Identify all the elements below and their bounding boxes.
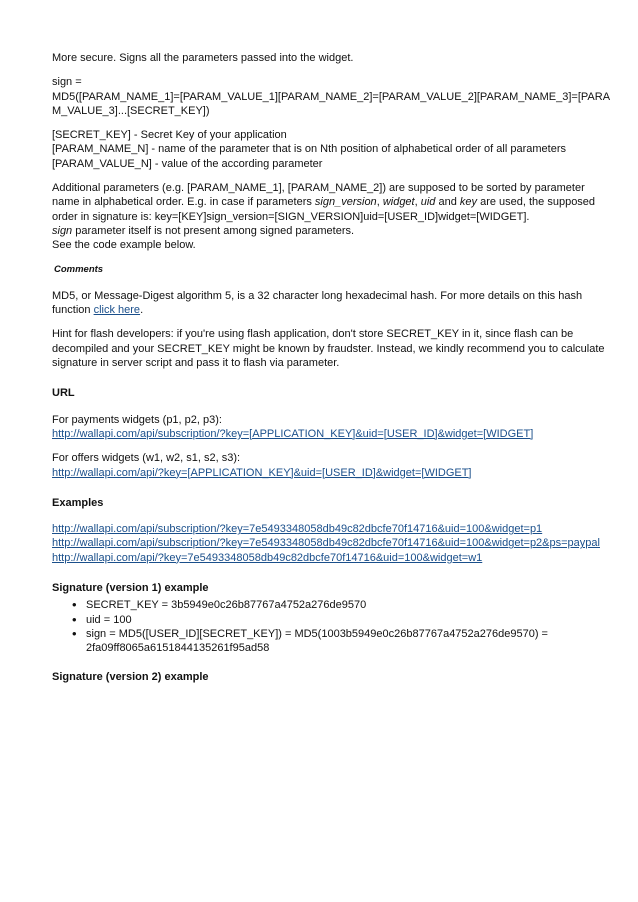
additional-text-part2: are used, the supposed order in signature is: key=[KEY]sign_version=[SIGN_VERSION]uid=[USER_ID]widget=[WIDGET]. (52, 196, 596, 223)
offers-url-block (52, 451, 612, 480)
signature-v2-heading: Signature (version 2) example (52, 670, 209, 683)
definitions-block (52, 128, 612, 171)
separator: , (414, 196, 421, 209)
payments-url-block (52, 413, 612, 442)
list-item-text: sign = MD5([USER_ID][SECRET_KEY]) = MD5(1003b5949e0c26b87767a4752a276de9570) = 2fa09ff8065a6151844135261f95ad58 (86, 627, 548, 655)
list-item (52, 613, 612, 627)
separator: and (435, 196, 460, 209)
offers-url-link[interactable]: http://wallapi.com/api/?key=[APPLICATION_KEY]&uid=[USER_ID]&widget=[WIDGET] (52, 466, 472, 479)
signature-v1-heading: Signature (version 1) example (52, 582, 209, 595)
bullet-icon: • (72, 625, 77, 641)
separator: , (376, 196, 383, 209)
bullet-icon: • (72, 611, 77, 627)
list-item (52, 627, 612, 656)
sign-excluded-text: parameter itself is not present among signed parameters. (72, 224, 355, 237)
md5-end: . (140, 304, 144, 317)
comments-heading: Comments (54, 263, 104, 275)
md5-text: MD5, or Message-Digest algorithm 5, is a 32 character long hexadecimal hash. For more details on this hash function (52, 289, 583, 317)
example-link-p2-paypal[interactable]: http://wallapi.com/api/subscription/?key=7e5493348058db49c82dbcfe70f14716&uid=100&widget=p2&ps=paypal (52, 537, 600, 550)
sign-label: sign = (52, 76, 82, 89)
document-page (52, 51, 612, 694)
sign-formula-block (52, 75, 612, 118)
param-uid: uid (420, 196, 436, 209)
flash-hint-paragraph: Hint for flash developers: if you're using flash application, don't store SECRET_KEY in it, since flash can be decompiled and your SECRET_KEY might be known by fraudster. Instead, we kindly recommend you to calculate signature in server script and pass it to flash via parameter. (52, 328, 605, 370)
sign-formula: MD5([PARAM_NAME_1]=[PARAM_VALUE_1][PARAM_NAME_2]=[PARAM_VALUE_2][PARAM_NAME_3]=[PARAM_VALUE_3]...[SECRET_KEY]) (52, 90, 611, 117)
definition-secret-key: [SECRET_KEY] - Secret Key of your application (52, 129, 287, 142)
signature-v1-list (52, 598, 612, 655)
example-link-p1[interactable]: http://wallapi.com/api/subscription/?key=7e5493348058db49c82dbcfe70f14716&uid=100&widget=p1 (52, 523, 543, 536)
bullet-icon: • (72, 597, 77, 613)
list-item-text: uid = 100 (86, 613, 132, 626)
sign-excluded-note (52, 224, 612, 238)
md5-paragraph (52, 289, 612, 318)
additional-params-text (52, 181, 612, 224)
offers-widgets-label: For offers widgets (w1, w2, s1, s2, s3): (52, 452, 241, 465)
examples-links-block (52, 522, 612, 565)
payments-url-link[interactable]: http://wallapi.com/api/subscription/?key=[APPLICATION_KEY]&uid=[USER_ID]&widget=[WIDGET] (52, 427, 534, 440)
examples-heading: Examples (52, 496, 104, 509)
url-heading: URL (52, 387, 75, 400)
additional-params-block (52, 181, 612, 252)
click-here-link[interactable]: click here (93, 304, 141, 317)
intro-text: More secure. Signs all the parameters passed into the widget. (52, 52, 354, 64)
definition-param-name: [PARAM_NAME_N] - name of the parameter that is on Nth position of alphabetical order of all parameters (52, 143, 566, 156)
definition-param-value: [PARAM_VALUE_N] - value of the according parameter (52, 157, 323, 170)
example-link-w1[interactable]: http://wallapi.com/api/?key=7e5493348058db49c82dbcfe70f14716&uid=100&widget=w1 (52, 551, 483, 564)
additional-text-part1: Additional parameters (e.g. [PARAM_NAME_1], [PARAM_NAME_2]) are supposed to be sorted by parameter name in alphabetical order. E.g. in case if parameters (52, 182, 585, 209)
list-item-text: SECRET_KEY = 3b5949e0c26b87767a4752a276de9570 (86, 599, 367, 612)
param-sign-version: sign_version (314, 196, 377, 209)
param-key: key (459, 196, 478, 209)
list-item (52, 598, 612, 612)
param-widget: widget (382, 196, 415, 209)
payments-widgets-label: For payments widgets (p1, p2, p3): (52, 413, 222, 426)
see-example-text: See the code example below. (52, 239, 196, 252)
param-sign: sign (52, 224, 73, 237)
